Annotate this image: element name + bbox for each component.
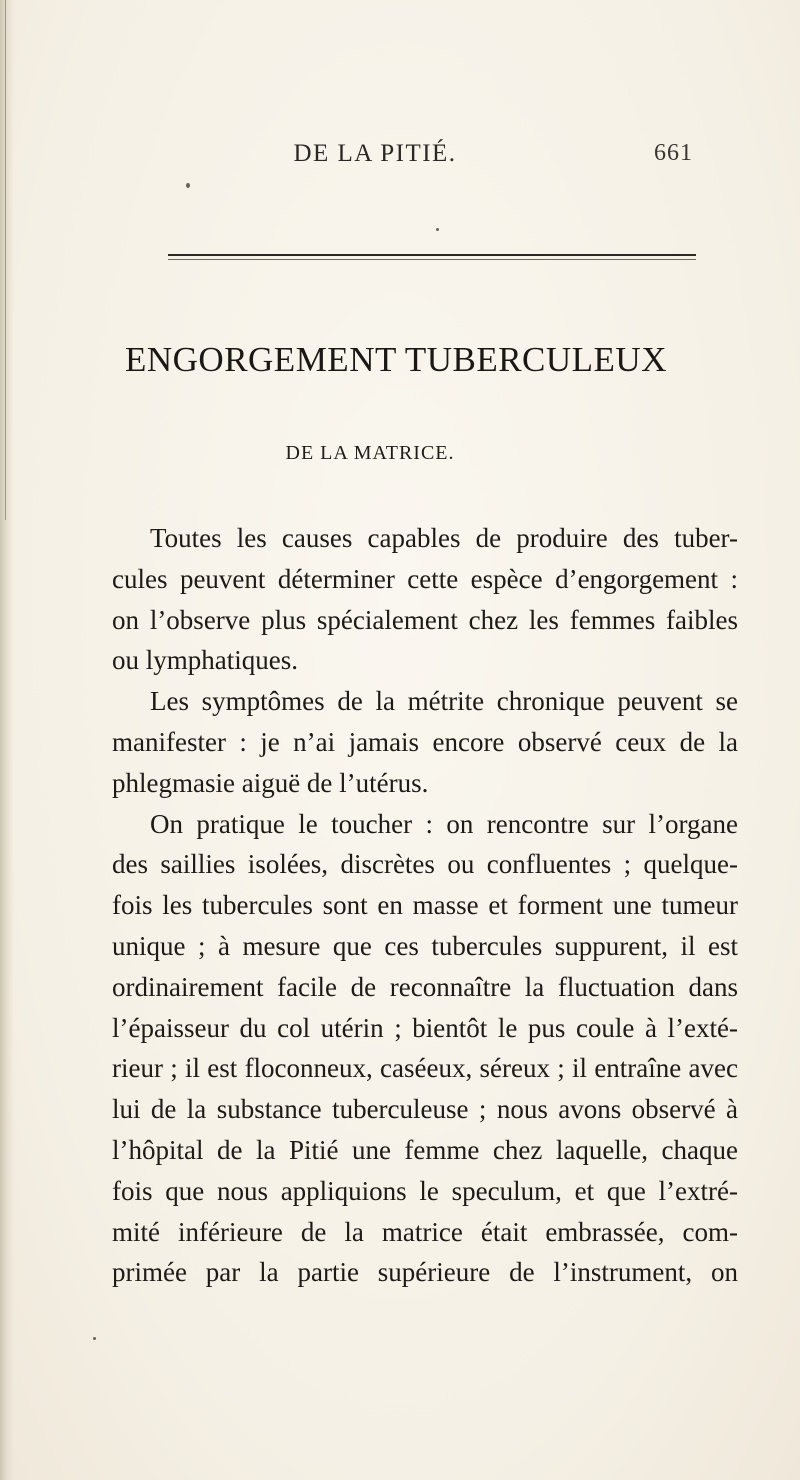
body-line: mité inférieure de la matrice était embrassée, com- bbox=[112, 1216, 738, 1247]
body-line: fois que nous appliquions le speculum, et que l’extré- bbox=[112, 1175, 738, 1206]
chapter-title: ENGORGEMENT TUBERCULEUX bbox=[124, 340, 667, 379]
body-line: unique ; à mesure que ces tubercules suppurent, il est bbox=[112, 931, 738, 961]
chapter-subtitle: DE LA MATRICE. bbox=[285, 442, 455, 464]
body-line: l’hôpital de la Pitié une femme chez laquelle, chaque bbox=[112, 1135, 738, 1165]
body-line: primée par la partie supérieure de l’instrument, on bbox=[112, 1257, 738, 1288]
body-line: rieur ; il est floconneux, caséeux, séreux ; il entraîne avec bbox=[112, 1053, 738, 1084]
paper-speck bbox=[436, 228, 439, 231]
body-line: lui de la substance tuberculeuse ; nous avons observé à bbox=[112, 1094, 738, 1125]
body-line: des saillies isolées, discrètes ou confluentes ; quelque- bbox=[112, 849, 738, 880]
page-number: 661 bbox=[654, 140, 693, 166]
body-line: Les symptômes de la métrite chronique peuvent se bbox=[150, 686, 738, 717]
body-line: fois les tubercules sont en masse et forment une tumeur bbox=[112, 890, 738, 921]
body-line: l’épaisseur du col utérin ; bientôt le pus coule à l’exté- bbox=[112, 1012, 738, 1043]
body-line: manifester : je n’ai jamais encore observé ceux de la bbox=[112, 727, 738, 757]
running-head bbox=[0, 140, 800, 180]
body-line: Toutes les causes capables de produire des tuber- bbox=[150, 523, 738, 553]
running-title: DE LA PITIÉ. bbox=[293, 140, 457, 167]
paper-speck bbox=[186, 183, 190, 188]
header-rule-thin bbox=[168, 259, 696, 260]
body-line: on l’observe plus spécialement chez les femmes faibles bbox=[112, 604, 738, 635]
body-line: cules peuvent déterminer cette espèce d’engorgement : bbox=[112, 563, 738, 594]
body-line: ordinairement facile de reconnaître la fluctuation dans bbox=[112, 971, 738, 1002]
header-rule bbox=[168, 254, 696, 256]
paper-speck bbox=[93, 1337, 96, 1340]
body-line: On pratique le toucher : on rencontre sur l’organe bbox=[150, 808, 738, 839]
body-line: phlegmasie aiguë de l’utérus. bbox=[112, 767, 429, 798]
page-binding-edge bbox=[0, 0, 14, 1480]
body-line: ou lymphatiques. bbox=[112, 645, 298, 676]
